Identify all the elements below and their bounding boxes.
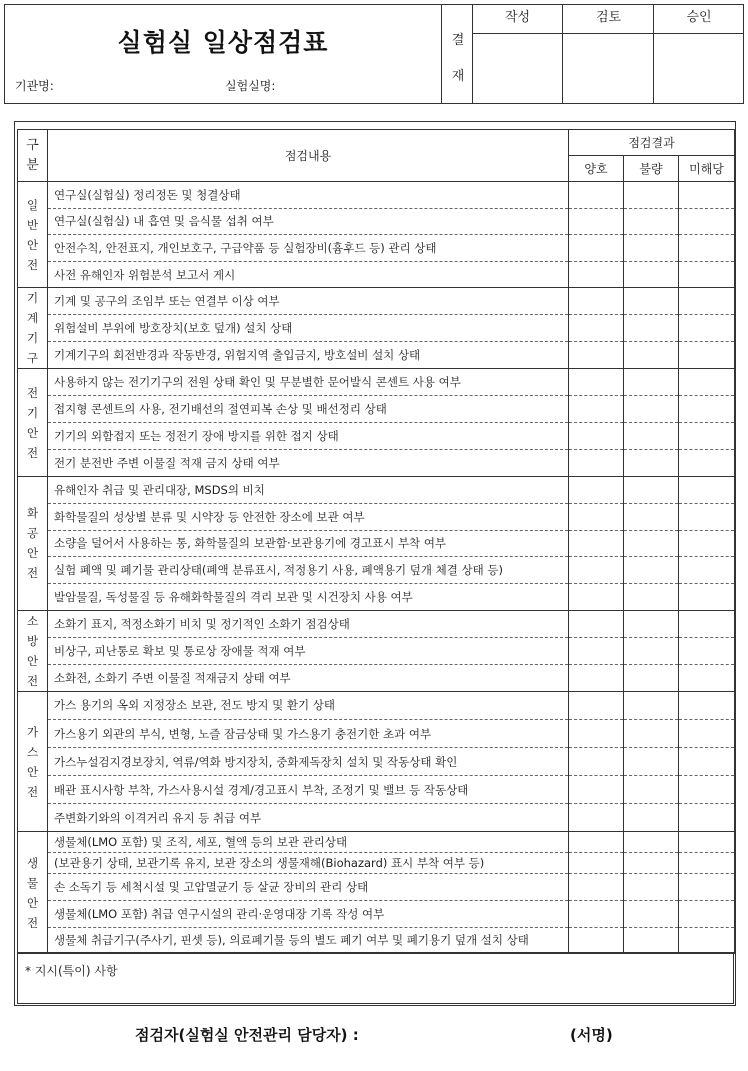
approval-cell-reviewer[interactable] bbox=[562, 5, 654, 103]
result-cell-bad[interactable] bbox=[624, 637, 679, 664]
table-row bbox=[18, 369, 735, 396]
result-cell-bad[interactable] bbox=[624, 423, 679, 450]
table-row bbox=[18, 748, 735, 776]
table-row bbox=[18, 342, 735, 369]
result-cell-na[interactable] bbox=[679, 369, 735, 396]
org-name-label: 기관명: bbox=[15, 79, 54, 93]
check-item: 기기의 외함접지 또는 정전기 장애 방지를 위한 접지 상태 bbox=[48, 423, 569, 450]
result-cell-na[interactable] bbox=[679, 900, 735, 927]
category-char: 방 bbox=[26, 633, 39, 648]
result-cell-bad[interactable] bbox=[624, 235, 679, 262]
result-cell-good[interactable] bbox=[569, 691, 624, 719]
notes-label: * 지시(특이) 사항 bbox=[25, 964, 118, 978]
notes-box[interactable] bbox=[17, 952, 734, 1004]
result-cell-bad[interactable] bbox=[624, 610, 679, 637]
check-item: (보관용기 상태, 보관기록 유지, 보관 장소의 생물재해(Biohazard) 표시 부착 여부 등) bbox=[48, 853, 569, 874]
check-item: 주변화기와의 이격거리 유지 등 취급 여부 bbox=[48, 804, 569, 832]
category-char: 스 bbox=[26, 744, 39, 759]
result-cell-good[interactable] bbox=[569, 748, 624, 776]
result-cell-good[interactable] bbox=[569, 900, 624, 927]
check-item: 발암물질, 독성물질 등 유해화학물질의 격리 보관 및 시건장치 사용 여부 bbox=[48, 584, 569, 611]
result-cell-na[interactable] bbox=[679, 557, 735, 584]
result-cell-good[interactable] bbox=[569, 396, 624, 423]
category-char: 전 bbox=[26, 257, 39, 272]
result-cell-good[interactable] bbox=[569, 369, 624, 396]
category-char: 안 bbox=[26, 546, 39, 561]
approval-label bbox=[441, 5, 473, 103]
check-item: 사용하지 않는 전기기구의 전원 상태 확인 및 무분별한 문어발식 콘센트 사용 여부 bbox=[48, 369, 569, 396]
col-content-header: 점검내용 bbox=[48, 130, 569, 182]
category-char: 가 bbox=[26, 724, 39, 739]
table-row bbox=[18, 450, 735, 477]
result-cell-bad[interactable] bbox=[624, 927, 679, 954]
category-char: 전 bbox=[26, 673, 39, 688]
category-char: 안 bbox=[26, 653, 39, 668]
result-cell-good[interactable] bbox=[569, 832, 624, 853]
result-cell-na[interactable] bbox=[679, 720, 735, 748]
result-cell-bad[interactable] bbox=[624, 804, 679, 832]
table-row bbox=[18, 664, 735, 691]
result-cell-bad[interactable] bbox=[624, 832, 679, 853]
result-cell-bad[interactable] bbox=[624, 584, 679, 611]
category-char: 물 bbox=[26, 875, 39, 890]
result-cell-good[interactable] bbox=[569, 423, 624, 450]
result-cell-good[interactable] bbox=[569, 450, 624, 477]
check-item: 기계 및 공구의 조임부 또는 연결부 이상 여부 bbox=[48, 288, 569, 315]
lab-name-label: 실험실명: bbox=[225, 79, 276, 93]
table-row bbox=[18, 208, 735, 235]
category-char: 생 bbox=[26, 855, 39, 870]
category-char: 기 bbox=[26, 331, 39, 346]
header-char: 분 bbox=[26, 157, 39, 173]
result-cell-na[interactable] bbox=[679, 776, 735, 804]
category-cell bbox=[18, 610, 48, 691]
result-cell-bad[interactable] bbox=[624, 396, 679, 423]
result-cell-bad[interactable] bbox=[624, 182, 679, 209]
category-char: 공 bbox=[26, 526, 39, 541]
result-cell-bad[interactable] bbox=[624, 288, 679, 315]
result-cell-na[interactable] bbox=[679, 315, 735, 342]
check-item: 배관 표시사항 부착, 가스사용시설 경계/경고표시 부착, 조정기 및 밸브 등 작동상태 bbox=[48, 776, 569, 804]
check-item: 연구실(실험실) 내 흡연 및 음식물 섭취 여부 bbox=[48, 208, 569, 235]
result-cell-good[interactable] bbox=[569, 584, 624, 611]
result-col-good: 양호 bbox=[569, 156, 624, 182]
category-char: 계 bbox=[26, 311, 39, 326]
result-cell-good[interactable] bbox=[569, 182, 624, 209]
checklist-table bbox=[17, 129, 735, 954]
result-cell-bad[interactable] bbox=[624, 476, 679, 503]
result-cell-na[interactable] bbox=[679, 342, 735, 369]
result-cell-bad[interactable] bbox=[624, 873, 679, 900]
result-cell-good[interactable] bbox=[569, 342, 624, 369]
category-char: 안 bbox=[26, 895, 39, 910]
table-row bbox=[18, 288, 735, 315]
check-item: 가스 용기의 옥외 지정장소 보관, 전도 방지 및 환기 상태 bbox=[48, 691, 569, 719]
check-item: 비상구, 피난통로 확보 및 통로상 장애물 적재 여부 bbox=[48, 637, 569, 664]
result-cell-good[interactable] bbox=[569, 235, 624, 262]
approval-cell-approver[interactable] bbox=[653, 5, 744, 103]
check-item: 생물체(LMO 포함) 취급 연구시설의 관리·운영대장 기록 작성 여부 bbox=[48, 900, 569, 927]
table-row bbox=[18, 610, 735, 637]
result-cell-bad[interactable] bbox=[624, 557, 679, 584]
result-cell-na[interactable] bbox=[679, 396, 735, 423]
table-row bbox=[18, 873, 735, 900]
signature-field[interactable]: (서명) bbox=[570, 1026, 613, 1044]
category-cell bbox=[18, 832, 48, 954]
result-cell-bad[interactable] bbox=[624, 900, 679, 927]
result-cell-na[interactable] bbox=[679, 450, 735, 477]
approval-label-char: 재 bbox=[451, 69, 465, 84]
result-cell-good[interactable] bbox=[569, 720, 624, 748]
table-row bbox=[18, 423, 735, 450]
result-cell-na[interactable] bbox=[679, 208, 735, 235]
approval-col-header: 작성 bbox=[473, 5, 562, 34]
check-item: 가스용기 외관의 부식, 변형, 노즐 잠금상태 및 가스용기 충전기한 초과 여부 bbox=[48, 720, 569, 748]
category-char: 전 bbox=[26, 784, 39, 799]
result-cell-na[interactable] bbox=[679, 288, 735, 315]
category-char: 화 bbox=[26, 506, 39, 521]
table-row bbox=[18, 182, 735, 209]
category-char: 반 bbox=[26, 217, 39, 232]
result-cell-bad[interactable] bbox=[624, 776, 679, 804]
result-cell-bad[interactable] bbox=[624, 691, 679, 719]
approval-label-char: 결 bbox=[451, 33, 465, 48]
result-cell-na[interactable] bbox=[679, 423, 735, 450]
approval-col-header: 승인 bbox=[654, 5, 744, 34]
result-cell-na[interactable] bbox=[679, 927, 735, 954]
result-cell-good[interactable] bbox=[569, 557, 624, 584]
result-cell-na[interactable] bbox=[679, 832, 735, 853]
table-row bbox=[18, 315, 735, 342]
result-col-na: 미해당 bbox=[679, 156, 735, 182]
check-item: 생물체 취급기구(주사기, 핀셋 등), 의료폐기물 등의 별도 폐기 여부 및 폐기용기 덮개 설치 상태 bbox=[48, 927, 569, 954]
result-cell-bad[interactable] bbox=[624, 720, 679, 748]
table-row bbox=[18, 691, 735, 719]
col-category-header bbox=[18, 130, 48, 182]
result-cell-good[interactable] bbox=[569, 664, 624, 691]
check-item: 연구실(실험실) 정리정돈 및 청결상태 bbox=[48, 182, 569, 209]
check-item: 기계기구의 회전반경과 작동반경, 위험지역 출입금지, 방호설비 설치 상태 bbox=[48, 342, 569, 369]
result-cell-na[interactable] bbox=[679, 853, 735, 874]
table-row bbox=[18, 804, 735, 832]
check-item: 유해인자 취급 및 관리대장, MSDS의 비치 bbox=[48, 476, 569, 503]
result-cell-bad[interactable] bbox=[624, 748, 679, 776]
result-cell-good[interactable] bbox=[569, 208, 624, 235]
result-cell-bad[interactable] bbox=[624, 450, 679, 477]
table-row bbox=[18, 557, 735, 584]
table-row bbox=[18, 832, 735, 853]
result-cell-bad[interactable] bbox=[624, 369, 679, 396]
header-char: 구 bbox=[26, 137, 39, 153]
result-cell-na[interactable] bbox=[679, 610, 735, 637]
category-char: 전 bbox=[26, 445, 39, 460]
header-block bbox=[4, 4, 744, 104]
category-char: 전 bbox=[26, 385, 39, 400]
col-result-header: 점검결과 bbox=[569, 130, 735, 156]
category-char: 기 bbox=[26, 291, 39, 306]
result-cell-bad[interactable] bbox=[624, 208, 679, 235]
result-cell-na[interactable] bbox=[679, 748, 735, 776]
check-item: 생물체(LMO 포함) 및 조직, 세포, 혈액 등의 보관 관리상태 bbox=[48, 832, 569, 853]
result-col-bad: 불량 bbox=[624, 156, 679, 182]
result-cell-good[interactable] bbox=[569, 530, 624, 557]
table-row bbox=[18, 235, 735, 262]
result-cell-good[interactable] bbox=[569, 288, 624, 315]
check-item: 소화전, 소화기 주변 이물질 적재금지 상태 여부 bbox=[48, 664, 569, 691]
result-cell-na[interactable] bbox=[679, 691, 735, 719]
result-cell-bad[interactable] bbox=[624, 530, 679, 557]
category-char: 기 bbox=[26, 405, 39, 420]
result-cell-bad[interactable] bbox=[624, 315, 679, 342]
category-char: 전 bbox=[26, 915, 39, 930]
table-row bbox=[18, 530, 735, 557]
result-cell-bad[interactable] bbox=[624, 664, 679, 691]
result-cell-na[interactable] bbox=[679, 182, 735, 209]
category-char: 전 bbox=[26, 566, 39, 581]
check-item: 접지형 콘센트의 사용, 전기배선의 절연피복 손상 및 배선정리 상태 bbox=[48, 396, 569, 423]
result-cell-na[interactable] bbox=[679, 235, 735, 262]
category-char: 소 bbox=[26, 613, 39, 628]
result-cell-na[interactable] bbox=[679, 584, 735, 611]
table-row bbox=[18, 584, 735, 611]
result-cell-bad[interactable] bbox=[624, 342, 679, 369]
approval-col-header: 검토 bbox=[563, 5, 654, 34]
result-cell-good[interactable] bbox=[569, 610, 624, 637]
result-cell-good[interactable] bbox=[569, 776, 624, 804]
table-row bbox=[18, 261, 735, 288]
table-row bbox=[18, 476, 735, 503]
result-cell-good[interactable] bbox=[569, 927, 624, 954]
check-item: 소화기 표지, 적정소화기 비치 및 정기적인 소화기 점검상태 bbox=[48, 610, 569, 637]
result-cell-good[interactable] bbox=[569, 476, 624, 503]
check-item: 사전 유해인자 위험분석 보고서 게시 bbox=[48, 261, 569, 288]
approval-cell-author[interactable] bbox=[473, 5, 562, 103]
category-char: 구 bbox=[26, 351, 39, 366]
check-item: 가스누설검지경보장치, 역류/역화 방지장치, 중화제독장치 설치 및 작동상태 확인 bbox=[48, 748, 569, 776]
check-item: 실험 폐액 및 폐기물 관리상태(폐액 분류표시, 적정용기 사용, 폐액용기 덮개 체결 상태 등) bbox=[48, 557, 569, 584]
result-cell-good[interactable] bbox=[569, 315, 624, 342]
result-cell-na[interactable] bbox=[679, 873, 735, 900]
result-cell-good[interactable] bbox=[569, 873, 624, 900]
check-item: 전기 분전반 주변 이물질 적재 금지 상태 여부 bbox=[48, 450, 569, 477]
category-cell bbox=[18, 476, 48, 610]
category-cell bbox=[18, 369, 48, 477]
check-item: 소량을 덜어서 사용하는 통, 화학물질의 보관함·보관용기에 경고표시 부착 여부 bbox=[48, 530, 569, 557]
inspector-label: 점검자(실험실 안전관리 담당자) : bbox=[135, 1026, 359, 1044]
check-item: 화학물질의 성상별 분류 및 시약장 등 안전한 장소에 보관 여부 bbox=[48, 503, 569, 530]
result-cell-bad[interactable] bbox=[624, 503, 679, 530]
category-char: 안 bbox=[26, 764, 39, 779]
table-row bbox=[18, 900, 735, 927]
result-cell-good[interactable] bbox=[569, 261, 624, 288]
result-cell-good[interactable] bbox=[569, 637, 624, 664]
result-cell-na[interactable] bbox=[679, 664, 735, 691]
result-cell-na[interactable] bbox=[679, 261, 735, 288]
category-cell bbox=[18, 691, 48, 831]
result-cell-good[interactable] bbox=[569, 853, 624, 874]
table-row bbox=[18, 720, 735, 748]
category-cell bbox=[18, 288, 48, 369]
result-cell-na[interactable] bbox=[679, 476, 735, 503]
table-row bbox=[18, 853, 735, 874]
table-row bbox=[18, 927, 735, 954]
result-cell-na[interactable] bbox=[679, 637, 735, 664]
check-item: 안전수칙, 안전표지, 개인보호구, 구급약품 등 실험장비(흄후드 등) 관리 상태 bbox=[48, 235, 569, 262]
result-cell-good[interactable] bbox=[569, 804, 624, 832]
category-char: 안 bbox=[26, 425, 39, 440]
result-cell-good[interactable] bbox=[569, 503, 624, 530]
table-row bbox=[18, 396, 735, 423]
result-cell-bad[interactable] bbox=[624, 853, 679, 874]
check-item: 손 소독기 등 세척시설 및 고압멸균기 등 살균 장비의 관리 상태 bbox=[48, 873, 569, 900]
table-row bbox=[18, 503, 735, 530]
result-cell-na[interactable] bbox=[679, 503, 735, 530]
result-cell-na[interactable] bbox=[679, 804, 735, 832]
table-row bbox=[18, 776, 735, 804]
result-cell-bad[interactable] bbox=[624, 261, 679, 288]
check-item: 위험설비 부위에 방호장치(보호 덮개) 설치 상태 bbox=[48, 315, 569, 342]
page-title: 실험실 일상점검표 bbox=[117, 28, 329, 57]
result-cell-na[interactable] bbox=[679, 530, 735, 557]
category-char: 안 bbox=[26, 237, 39, 252]
category-cell bbox=[18, 182, 48, 288]
table-row bbox=[18, 637, 735, 664]
category-char: 일 bbox=[26, 197, 39, 212]
